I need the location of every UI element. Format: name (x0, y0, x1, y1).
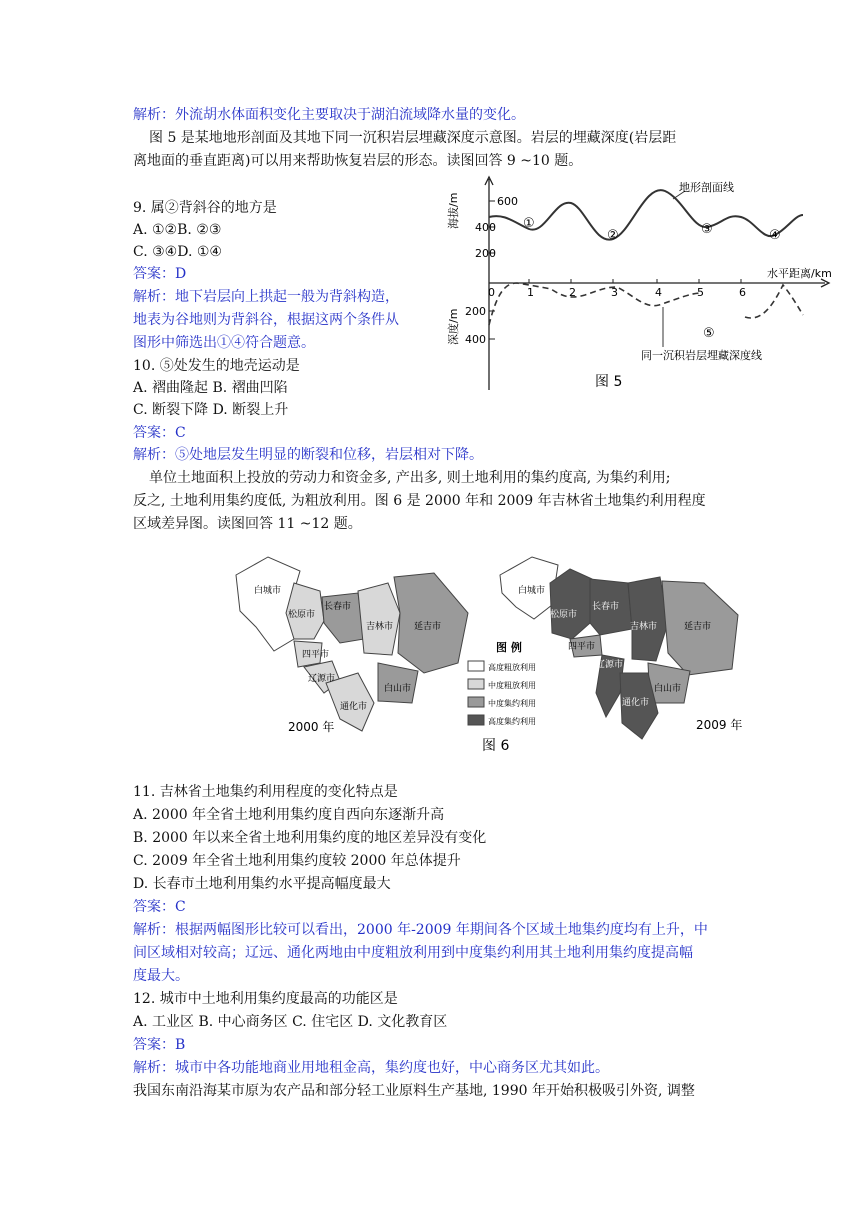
x-axis-label: 水平距离/km (767, 267, 832, 280)
city-label: 延吉市 (684, 622, 712, 632)
legend-label: 中度粗放利用 (488, 681, 536, 690)
legend (468, 661, 536, 726)
x-tick: 4 (655, 286, 662, 299)
city-label: 延吉市 (414, 622, 442, 632)
city-label: 四平市 (568, 642, 596, 652)
x-tick: 1 (527, 286, 534, 299)
city-label: 松原市 (550, 610, 578, 620)
intro-text: 单位土地面积上投放的劳动力和资金多, 产出多, 则土地利用的集约度高, 为集约利用; (149, 470, 671, 486)
y-tick: 200 (475, 247, 496, 260)
legend-swatch (468, 715, 484, 725)
marker-5: ⑤ (703, 326, 715, 341)
figure-5-profile (445, 175, 835, 395)
legend-label: 中度集约利用 (488, 699, 536, 708)
city-label: 四平市 (302, 650, 330, 660)
question-option: C. 断裂下降 D. 断裂上升 (133, 402, 289, 418)
city-label: 通化市 (622, 698, 650, 708)
explanation-text: 图形中筛选出①④符合题意。 (133, 335, 315, 351)
marker-1: ① (523, 216, 535, 231)
legend-swatch (468, 697, 484, 707)
city-label: 辽源市 (596, 660, 624, 670)
city-label: 白城市 (254, 586, 282, 596)
marker-4: ④ (769, 228, 781, 243)
x-tick: 6 (739, 286, 746, 299)
legend-label: 高度粗放利用 (488, 663, 536, 672)
answer-text: 答案：D (133, 266, 187, 282)
x-tick: 2 (569, 286, 576, 299)
legend-label: 高度集约利用 (488, 717, 536, 726)
explanation-text: 解析：⑤处地层发生明显的断裂和位移，岩层相对下降。 (133, 447, 483, 463)
x-tick: 3 (611, 286, 618, 299)
explanation-text: 解析：根据两幅图形比较可以看出，2000 年-2009 年期间各个区域土地集约度均有上升，中 (133, 922, 708, 938)
city-label: 通化市 (340, 702, 368, 712)
figure-6-maps (228, 543, 760, 755)
city-label: 长春市 (592, 602, 620, 612)
city-label: 白山市 (384, 684, 412, 694)
answer-text: 答案：C (133, 899, 186, 915)
question-stem: 11. 吉林省土地集约利用程度的变化特点是 (133, 784, 398, 800)
question-option: A. 工业区 B. 中心商务区 C. 住宅区 D. 文化教育区 (133, 1014, 448, 1030)
year-label: 2009 年 (696, 718, 743, 732)
legend-title: 图 例 (496, 641, 522, 654)
year-label: 2000 年 (288, 720, 335, 734)
question-option: A. 褶曲隆起 B. 褶曲凹陷 (133, 380, 288, 396)
question-option: B. 2000 年以来全省土地利用集约度的地区差异没有变化 (133, 830, 487, 846)
city-label: 吉林市 (630, 622, 658, 632)
figure-caption: 图 6 (482, 738, 510, 754)
question-option: C. 2009 年全省土地利用集约度较 2000 年总体提升 (133, 853, 461, 869)
layer-label: 同一沉积岩层埋藏深度线 (641, 349, 762, 362)
y-axis-label: 深度/m (447, 308, 460, 345)
explanation-text: 解析：城市中各功能地商业用地租金高，集约度也好，中心商务区尤其如此。 (133, 1060, 609, 1076)
city-label: 辽源市 (308, 674, 336, 684)
question-stem: 12. 城市中土地利用集约度最高的功能区是 (133, 991, 398, 1007)
intro-text: 离地面的垂直距离)可以用来帮助恢复岩层的形态。读图回答 9 ~10 题。 (133, 153, 583, 169)
x-tick: 5 (697, 286, 704, 299)
explanation-text: 地表为谷地则为背斜谷，根据这两个条件从 (133, 312, 399, 328)
marker-3: ③ (701, 222, 713, 237)
intro-text: 区域差异图。读图回答 11 ~12 题。 (133, 516, 362, 532)
answer-text: 答案：B (133, 1037, 186, 1053)
y-tick: 600 (497, 195, 518, 208)
legend-swatch (468, 661, 484, 671)
city-label: 白城市 (518, 586, 546, 596)
city-label: 白山市 (654, 684, 682, 694)
y-tick: 400 (475, 221, 496, 234)
explanation-text: 解析：外流胡水体面积变化主要取决于湖泊流域降水量的变化。 (133, 107, 525, 123)
intro-text: 我国东南沿海某市原为农产品和部分轻工业原料生产基地, 1990 年开始积极吸引外资, 调整 (133, 1083, 695, 1099)
question-option: C. ③④D. ①④ (133, 244, 222, 260)
city-label: 松原市 (288, 610, 316, 620)
city-label: 吉林市 (366, 622, 394, 632)
x-tick: 0 (488, 286, 495, 299)
intro-text: 图 5 是某地地形剖面及其地下同一沉积岩层埋藏深度示意图。岩层的埋藏深度(岩层距 (149, 130, 677, 146)
y-tick: 400 (465, 333, 486, 346)
y-tick: 200 (465, 305, 486, 318)
question-option: A. 2000 年全省土地利用集约度自西向东逐渐升高 (133, 807, 445, 823)
marker-2: ② (607, 228, 619, 243)
explanation-text: 解析：地下岩层向上拱起一般为背斜构造， (133, 289, 399, 305)
y-axis-label: 海拔/m (447, 192, 460, 229)
intro-text: 反之, 土地利用集约度低, 为粗放利用。图 6 是 2000 年和 2009 年吉林省土地集约利用程度 (133, 493, 706, 509)
question-stem: 10. ⑤处发生的地壳运动是 (133, 358, 300, 374)
answer-text: 答案：C (133, 425, 186, 441)
explanation-text: 间区域相对较高；辽远、通化两地由中度粗放利用到中度集约利用其土地利用集约度提高幅 (133, 945, 693, 961)
legend-swatch (468, 679, 484, 689)
figure-caption: 图 5 (595, 374, 623, 390)
profile-label: 地形剖面线 (679, 181, 734, 194)
city-label: 长春市 (324, 602, 352, 612)
explanation-text: 度最大。 (133, 968, 189, 984)
question-option: D. 长春市土地利用集约水平提高幅度最大 (133, 876, 391, 892)
question-stem: 9. 属②背斜谷的地方是 (133, 200, 277, 216)
question-option: A. ①②B. ②③ (133, 222, 222, 238)
